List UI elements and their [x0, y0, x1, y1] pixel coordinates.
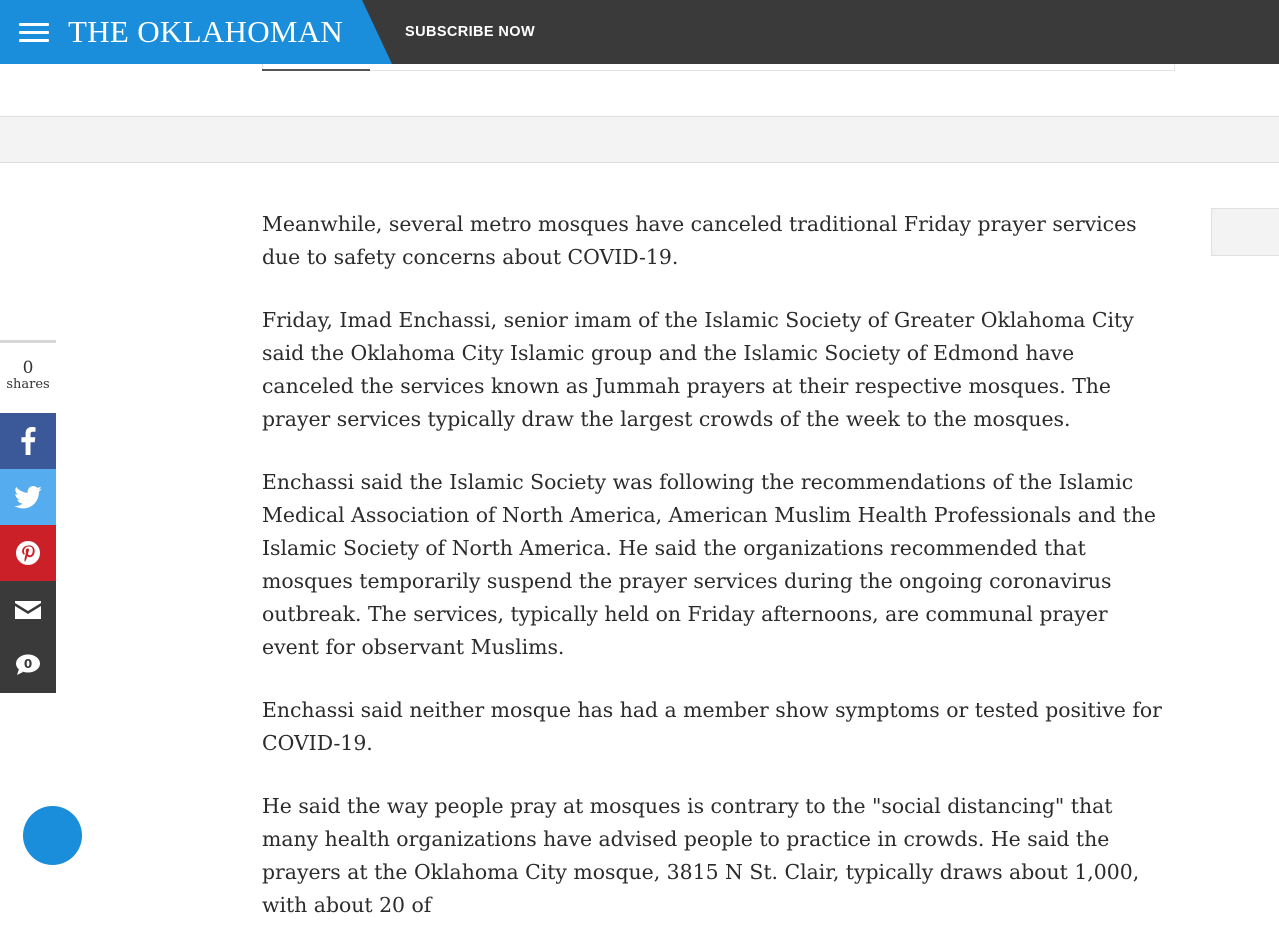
site-header: [0, 0, 1279, 64]
share-counter: [0, 340, 56, 413]
article-paragraph: He said the way people pray at mosques is contrary to the "social distancing" that many health organizations have advised people to practice in crowds. He said the prayers at the Oklahoma City mosque, 3815 N St. Clair, typically draws about 1,000, with about 20 of: [262, 794, 1140, 917]
comment-button[interactable]: [0, 637, 56, 693]
subscribe-button[interactable]: SUBSCRIBE NOW: [405, 24, 536, 40]
article-paragraph: Meanwhile, several metro mosques have canceled traditional Friday prayer services due to safety concerns about COVID-19.: [262, 212, 1137, 269]
email-share-button[interactable]: [0, 581, 56, 637]
twitter-share-button[interactable]: [0, 469, 56, 525]
article-paragraph: Friday, Imad Enchassi, senior imam of the Islamic Society of Greater Oklahoma City said the Oklahoma City Islamic group and the Islamic Society of Edmond have canceled the services known as Jummah prayers at their respective mosques. The prayer services typically draw the largest crowds of the week to the mosques.: [262, 308, 1134, 431]
email-icon: [15, 599, 41, 619]
comment-icon: [15, 653, 41, 677]
comment-count: 0: [23, 657, 33, 671]
pinterest-share-button[interactable]: [0, 525, 56, 581]
site-logo[interactable]: THE OKLAHOMAN: [68, 14, 344, 49]
image-frame-rule: [262, 69, 370, 71]
menu-icon[interactable]: [19, 23, 49, 42]
share-label: shares: [6, 377, 50, 392]
pinterest-icon: [15, 540, 41, 566]
article-paragraph: Enchassi said neither mosque has had a member show symptoms or tested positive for COVID-19.: [262, 698, 1162, 755]
article-paragraph: Enchassi said the Islamic Society was following the recommendations of the Islamic Medical Association of North America, American Muslim Health Professionals and the Islamic Society of North America. He said the organizations recommended that mosques temporarily suspend the prayer services during the ongoing coronavirus outbreak. The services, typically held on Friday afternoons, are communal prayer event for observant Muslims.: [262, 470, 1156, 659]
article-body: [262, 208, 1167, 952]
share-rail: [0, 340, 56, 693]
facebook-share-button[interactable]: [0, 413, 56, 469]
twitter-icon: [14, 486, 42, 509]
image-frame-remnant: [262, 64, 1175, 71]
floating-action-button[interactable]: [23, 806, 82, 865]
facebook-icon: [20, 427, 36, 455]
ad-banner: [0, 116, 1279, 163]
side-ad-placeholder: [1211, 208, 1279, 256]
share-count: 0: [22, 358, 34, 378]
